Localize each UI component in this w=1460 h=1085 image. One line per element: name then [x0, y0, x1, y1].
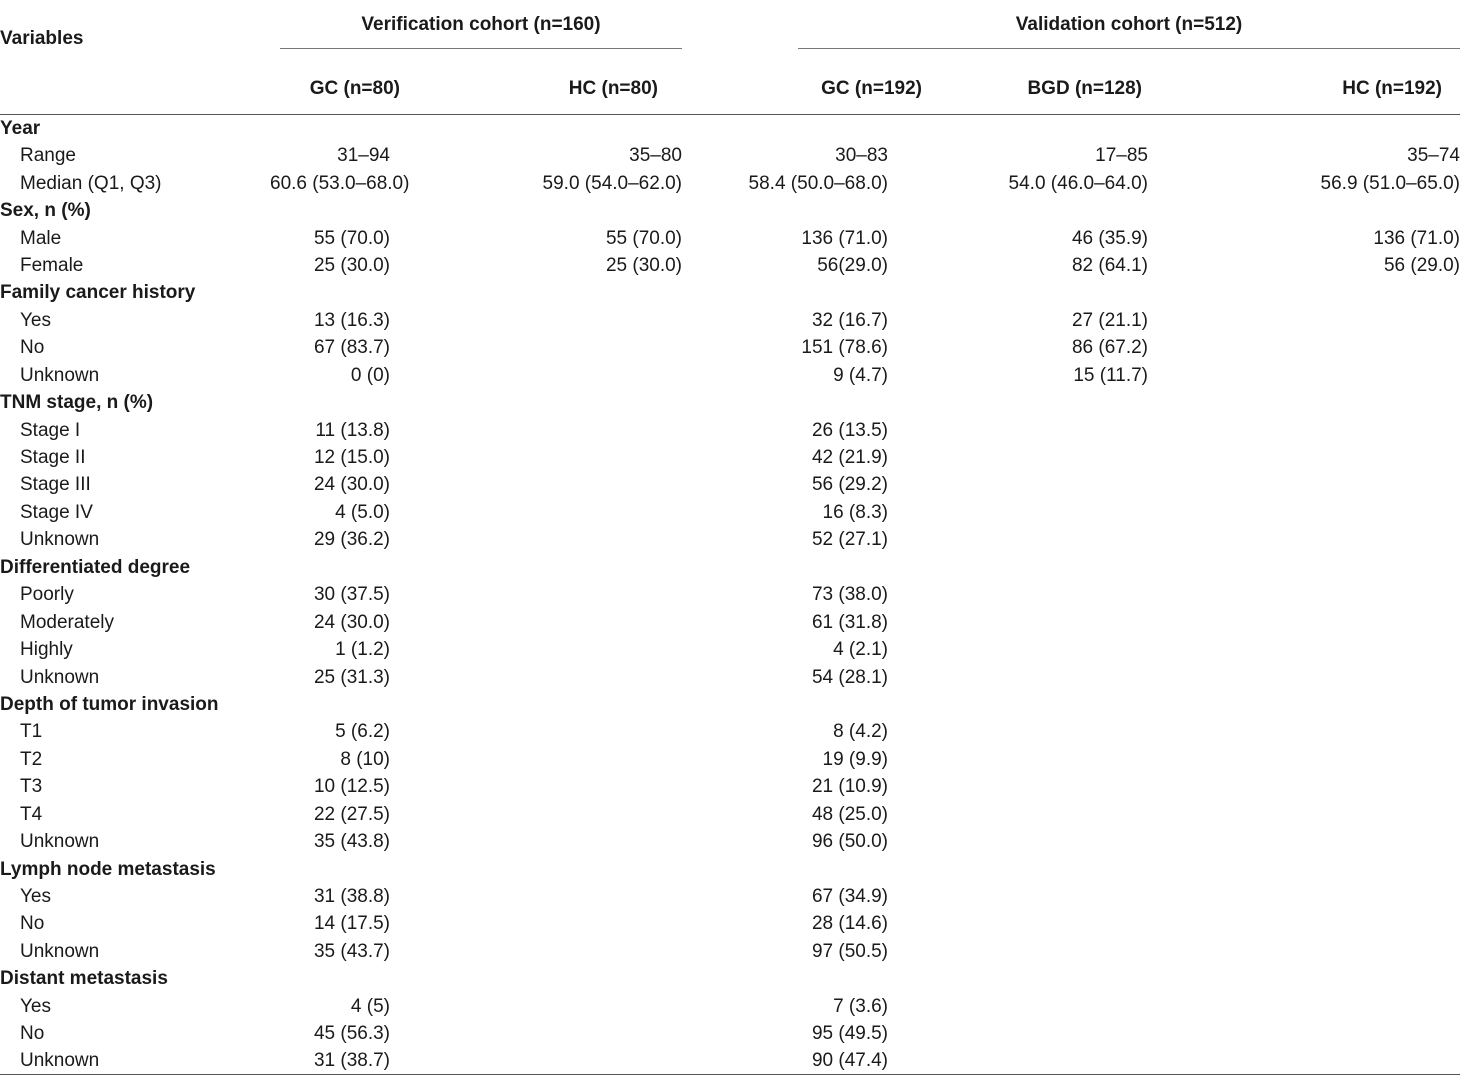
- cell-gc-verification: 5 (6.2): [335, 721, 390, 743]
- cell-bgd-validation: [942, 279, 1204, 306]
- cell-hc-validation: [1204, 773, 1460, 800]
- cell-gc-verification: 24 (30.0): [313, 474, 390, 496]
- cell-hc-validation: [1204, 554, 1460, 581]
- cell-bgd-validation: [942, 801, 1204, 828]
- verification-cohort-header: [270, 0, 682, 64]
- cell-gc-validation: 96 (50.0): [811, 831, 888, 853]
- row-label: Stage II: [20, 447, 86, 469]
- cell-gc-verification: 31–94: [337, 145, 390, 167]
- cell-hc-validation: [1204, 416, 1460, 443]
- row-label: Stage IV: [20, 501, 93, 523]
- row-label: Unknown: [20, 666, 100, 688]
- section-row: [0, 197, 1460, 224]
- cell-gc-verification: 14 (17.5): [313, 913, 390, 935]
- cell-gc-verification: 45 (56.3): [313, 1023, 390, 1045]
- row-label: Moderately: [20, 611, 114, 633]
- cell-gc-validation: [682, 554, 942, 581]
- row-label: Male: [20, 227, 62, 249]
- cell-hc-validation: 56.9 (51.0–65.0): [1320, 172, 1460, 194]
- cell-hc-validation: [1204, 663, 1460, 690]
- cell-bgd-validation: 17–85: [1095, 145, 1148, 167]
- cell-gc-verification: 55 (70.0): [313, 227, 390, 249]
- cell-hc-validation: 136 (71.0): [1373, 227, 1460, 249]
- cell-gc-validation: 48 (25.0): [811, 803, 888, 825]
- cell-gc-validation: 30–83: [835, 145, 888, 167]
- cell-hc-verification: [432, 279, 682, 306]
- row-label: Unknown: [20, 364, 100, 386]
- table-row: [0, 224, 1460, 251]
- cell-gc-verification: 29 (36.2): [313, 529, 390, 551]
- cell-hc-validation: [1204, 801, 1460, 828]
- cell-gc-verification: 12 (15.0): [313, 447, 390, 469]
- row-label: No: [20, 1023, 45, 1045]
- cell-gc-verification: [270, 197, 432, 224]
- cell-hc-validation: [1204, 636, 1460, 663]
- cell-gc-verification: 10 (12.5): [313, 776, 390, 798]
- row-label: Highly: [20, 639, 73, 661]
- cell-gc-validation: [682, 389, 942, 416]
- table-row: [0, 334, 1460, 361]
- verification-cohort-label: Verification cohort (n=160): [361, 14, 601, 35]
- cell-hc-validation: [1204, 828, 1460, 855]
- row-label: Stage I: [20, 419, 81, 441]
- cell-gc-verification: 1 (1.2): [335, 639, 390, 661]
- header-row-columns: [0, 64, 1460, 115]
- verification-divider: [280, 48, 682, 49]
- section-row: [0, 115, 1460, 143]
- cell-hc-verification: [432, 993, 682, 1020]
- cell-hc-validation: [1204, 1047, 1460, 1075]
- section-label: Differentiated degree: [0, 556, 191, 578]
- cell-hc-verification: [432, 938, 682, 965]
- cell-gc-validation: 56(29.0): [817, 254, 888, 276]
- table-row: [0, 471, 1460, 498]
- cell-gc-validation: 54 (28.1): [811, 666, 888, 688]
- table-row: [0, 993, 1460, 1020]
- table-row: [0, 938, 1460, 965]
- cell-gc-verification: 4 (5.0): [335, 501, 390, 523]
- cell-bgd-validation: [942, 115, 1204, 143]
- cell-bgd-validation: [942, 554, 1204, 581]
- cell-gc-verification: [270, 965, 432, 992]
- table-row: [0, 801, 1460, 828]
- cell-gc-validation: 58.4 (50.0–68.0): [748, 172, 888, 194]
- header-empty: [0, 64, 270, 115]
- section-label: Sex, n (%): [0, 200, 91, 222]
- cell-gc-verification: 60.6 (53.0–68.0): [270, 172, 410, 194]
- cell-hc-verification: [432, 389, 682, 416]
- row-label: Yes: [20, 995, 51, 1017]
- cell-hc-validation: [1204, 115, 1460, 143]
- col-header-gc-verification: GC (n=80): [270, 64, 432, 115]
- cell-gc-verification: [270, 855, 432, 882]
- cell-bgd-validation: 27 (21.1): [1071, 309, 1148, 331]
- cell-gc-validation: 151 (78.6): [801, 337, 888, 359]
- cell-gc-validation: 8 (4.2): [833, 721, 888, 743]
- row-label: Median (Q1, Q3): [20, 172, 162, 194]
- cell-hc-verification: [432, 855, 682, 882]
- row-label: Female: [20, 254, 84, 276]
- cell-hc-verification: 59.0 (54.0–62.0): [542, 172, 682, 194]
- cell-hc-verification: [432, 801, 682, 828]
- row-label: Unknown: [20, 940, 100, 962]
- cell-hc-validation: [1204, 855, 1460, 882]
- table-row: [0, 773, 1460, 800]
- table-row: [0, 362, 1460, 389]
- cell-hc-verification: [432, 334, 682, 361]
- validation-cohort-label: Validation cohort (n=512): [1015, 14, 1243, 35]
- cell-gc-validation: 16 (8.3): [822, 501, 888, 523]
- row-label: Unknown: [20, 529, 100, 551]
- cell-gc-validation: 52 (27.1): [811, 529, 888, 551]
- row-label: T2: [20, 748, 43, 770]
- cell-hc-validation: [1204, 334, 1460, 361]
- row-label: T1: [20, 721, 43, 743]
- cell-hc-validation: [1204, 279, 1460, 306]
- row-label: Yes: [20, 886, 51, 908]
- cell-gc-verification: 8 (10): [340, 748, 390, 770]
- cell-bgd-validation: [942, 993, 1204, 1020]
- table-row: [0, 526, 1460, 553]
- cell-gc-validation: 19 (9.9): [822, 748, 888, 770]
- section-row: [0, 554, 1460, 581]
- row-label: No: [20, 913, 45, 935]
- section-row: [0, 965, 1460, 992]
- table-row: [0, 1047, 1460, 1075]
- cell-hc-validation: [1204, 444, 1460, 471]
- cell-hc-verification: [432, 718, 682, 745]
- cell-gc-validation: [682, 691, 942, 718]
- cell-hc-verification: [432, 746, 682, 773]
- cell-hc-verification: [432, 416, 682, 443]
- cell-bgd-validation: 15 (11.7): [1073, 364, 1148, 386]
- cell-bgd-validation: [942, 828, 1204, 855]
- cell-gc-validation: 9 (4.7): [833, 364, 888, 386]
- cell-gc-verification: 13 (16.3): [313, 309, 390, 331]
- cell-hc-validation: [1204, 993, 1460, 1020]
- cell-gc-verification: 67 (83.7): [313, 337, 390, 359]
- cell-gc-validation: 21 (10.9): [811, 776, 888, 798]
- table-row: [0, 910, 1460, 937]
- cell-bgd-validation: [942, 444, 1204, 471]
- cell-gc-verification: [270, 554, 432, 581]
- cell-hc-verification: [432, 965, 682, 992]
- cell-gc-validation: 42 (21.9): [811, 447, 888, 469]
- cell-hc-verification: [432, 773, 682, 800]
- cell-hc-verification: 35–80: [629, 145, 682, 167]
- table-body: [0, 115, 1460, 1075]
- cell-bgd-validation: [942, 910, 1204, 937]
- cell-hc-validation: [1204, 691, 1460, 718]
- cell-gc-verification: 35 (43.7): [313, 940, 390, 962]
- table-row: [0, 307, 1460, 334]
- section-label: Family cancer history: [0, 282, 196, 304]
- cell-hc-validation: [1204, 526, 1460, 553]
- table-row: [0, 581, 1460, 608]
- table-row: [0, 636, 1460, 663]
- cell-bgd-validation: [942, 1047, 1204, 1075]
- col-header-gc-validation: GC (n=192): [682, 64, 942, 115]
- header-row-groups: [0, 0, 1460, 64]
- cell-gc-validation: [682, 965, 942, 992]
- cell-bgd-validation: [942, 197, 1204, 224]
- cell-gc-verification: 24 (30.0): [313, 611, 390, 633]
- cell-gc-validation: 7 (3.6): [833, 995, 888, 1017]
- cell-hc-validation: [1204, 581, 1460, 608]
- section-label: Depth of tumor invasion: [0, 693, 219, 715]
- cell-hc-verification: [432, 307, 682, 334]
- cell-hc-verification: [432, 883, 682, 910]
- cell-hc-verification: [432, 636, 682, 663]
- cell-hc-validation: [1204, 883, 1460, 910]
- cell-hc-verification: 55 (70.0): [605, 227, 682, 249]
- cell-hc-validation: [1204, 1020, 1460, 1047]
- cell-gc-validation: [682, 115, 942, 143]
- cell-hc-validation: [1204, 910, 1460, 937]
- cell-hc-verification: [432, 1020, 682, 1047]
- cell-gc-validation: 95 (49.5): [811, 1023, 888, 1045]
- cell-hc-validation: [1204, 608, 1460, 635]
- cell-gc-verification: 25 (30.0): [313, 254, 390, 276]
- cell-gc-verification: [270, 389, 432, 416]
- section-label: Distant metastasis: [0, 968, 168, 990]
- row-label: Stage III: [20, 474, 91, 496]
- row-label: Poorly: [20, 584, 74, 606]
- cell-hc-verification: [432, 581, 682, 608]
- cell-bgd-validation: [942, 416, 1204, 443]
- row-label: Yes: [20, 309, 51, 331]
- cell-bgd-validation: [942, 773, 1204, 800]
- cell-hc-verification: 25 (30.0): [605, 254, 682, 276]
- cell-bgd-validation: [942, 965, 1204, 992]
- section-row: [0, 855, 1460, 882]
- section-row: [0, 279, 1460, 306]
- cell-hc-verification: [432, 499, 682, 526]
- table-row: [0, 252, 1460, 279]
- cell-gc-verification: 4 (5): [350, 995, 390, 1017]
- cell-bgd-validation: 82 (64.1): [1071, 254, 1148, 276]
- cell-hc-validation: 56 (29.0): [1383, 254, 1460, 276]
- cell-hc-verification: [432, 691, 682, 718]
- cell-hc-validation: [1204, 362, 1460, 389]
- cell-gc-verification: 11 (13.8): [315, 419, 390, 441]
- cell-gc-validation: 28 (14.6): [811, 913, 888, 935]
- cell-hc-verification: [432, 910, 682, 937]
- cell-hc-verification: [432, 197, 682, 224]
- col-header-hc-verification: HC (n=80): [432, 64, 682, 115]
- table-row: [0, 1020, 1460, 1047]
- cell-hc-validation: [1204, 938, 1460, 965]
- cell-gc-validation: 56 (29.2): [811, 474, 888, 496]
- cell-gc-verification: [270, 691, 432, 718]
- section-label: Lymph node metastasis: [0, 858, 216, 880]
- table-row: [0, 746, 1460, 773]
- cell-gc-verification: 31 (38.8): [313, 886, 390, 908]
- row-label: Range: [20, 145, 76, 167]
- cell-gc-verification: 35 (43.8): [313, 831, 390, 853]
- cell-hc-validation: [1204, 965, 1460, 992]
- cell-hc-verification: [432, 663, 682, 690]
- col-header-bgd-validation: BGD (n=128): [942, 64, 1204, 115]
- row-label: Unknown: [0, 1047, 270, 1075]
- cell-gc-validation: 26 (13.5): [811, 419, 888, 441]
- cell-bgd-validation: [942, 746, 1204, 773]
- cell-hc-verification: [432, 1047, 682, 1075]
- cell-gc-validation: 97 (50.5): [811, 940, 888, 962]
- row-label: No: [20, 337, 45, 359]
- table-row: [0, 663, 1460, 690]
- variables-header: Variables: [0, 28, 84, 49]
- cell-bgd-validation: [942, 883, 1204, 910]
- cell-bgd-validation: [942, 636, 1204, 663]
- cell-hc-verification: [432, 608, 682, 635]
- cell-bgd-validation: [942, 499, 1204, 526]
- cell-bgd-validation: [942, 691, 1204, 718]
- cell-bgd-validation: [942, 526, 1204, 553]
- table-row: [0, 828, 1460, 855]
- cell-hc-validation: [1204, 718, 1460, 745]
- section-row: [0, 691, 1460, 718]
- row-label: Unknown: [20, 831, 100, 853]
- cell-gc-verification: 25 (31.3): [313, 666, 390, 688]
- cell-bgd-validation: [942, 938, 1204, 965]
- cell-hc-validation: [1204, 746, 1460, 773]
- cell-bgd-validation: [942, 471, 1204, 498]
- cell-hc-verification: [432, 444, 682, 471]
- table-row: [0, 142, 1460, 169]
- row-label: T4: [20, 803, 43, 825]
- section-label: Year: [0, 118, 41, 139]
- cell-bgd-validation: [942, 389, 1204, 416]
- cell-hc-verification: [432, 828, 682, 855]
- table-row: [0, 416, 1460, 443]
- cell-gc-validation: 73 (38.0): [811, 584, 888, 606]
- cell-bgd-validation: [942, 718, 1204, 745]
- section-row: [0, 389, 1460, 416]
- validation-cohort-header: [682, 0, 1460, 64]
- cell-gc-validation: 90 (47.4): [682, 1047, 942, 1075]
- cell-gc-verification: 0 (0): [350, 364, 390, 386]
- table-row: [0, 499, 1460, 526]
- cell-gc-verification: 31 (38.7): [270, 1047, 432, 1075]
- cell-hc-validation: [1204, 307, 1460, 334]
- cell-gc-validation: 136 (71.0): [801, 227, 888, 249]
- cell-bgd-validation: [942, 581, 1204, 608]
- cell-gc-validation: 67 (34.9): [811, 886, 888, 908]
- table-row: [0, 718, 1460, 745]
- section-label: TNM stage, n (%): [0, 392, 154, 414]
- cell-gc-verification: 22 (27.5): [313, 803, 390, 825]
- cell-bgd-validation: [942, 663, 1204, 690]
- cell-bgd-validation: [942, 855, 1204, 882]
- cell-gc-validation: [682, 197, 942, 224]
- cell-hc-verification: [432, 526, 682, 553]
- cell-hc-verification: [432, 471, 682, 498]
- cell-hc-verification: [432, 362, 682, 389]
- cell-bgd-validation: [942, 1020, 1204, 1047]
- cell-gc-validation: 32 (16.7): [811, 309, 888, 331]
- table-row: [0, 444, 1460, 471]
- cell-gc-validation: [682, 855, 942, 882]
- cell-bgd-validation: 46 (35.9): [1071, 227, 1148, 249]
- cell-gc-verification: [270, 279, 432, 306]
- cell-gc-validation: [682, 279, 942, 306]
- cell-gc-verification: 30 (37.5): [313, 584, 390, 606]
- validation-divider: [798, 48, 1460, 49]
- table-row: [0, 883, 1460, 910]
- table-row: [0, 169, 1460, 196]
- table-row: [0, 608, 1460, 635]
- cell-hc-validation: 35–74: [1407, 145, 1460, 167]
- cell-hc-verification: [432, 554, 682, 581]
- col-header-hc-validation: HC (n=192): [1204, 64, 1460, 115]
- cell-bgd-validation: [942, 608, 1204, 635]
- cell-gc-verification: [270, 115, 432, 143]
- cell-bgd-validation: 54.0 (46.0–64.0): [1008, 172, 1148, 194]
- cell-hc-validation: [1204, 197, 1460, 224]
- cell-hc-validation: [1204, 389, 1460, 416]
- cell-hc-validation: [1204, 471, 1460, 498]
- cell-hc-verification: [432, 115, 682, 143]
- cell-bgd-validation: 86 (67.2): [1071, 337, 1148, 359]
- cell-gc-validation: 61 (31.8): [811, 611, 888, 633]
- cell-hc-validation: [1204, 499, 1460, 526]
- row-label: T3: [20, 776, 43, 798]
- cell-gc-validation: 4 (2.1): [833, 639, 888, 661]
